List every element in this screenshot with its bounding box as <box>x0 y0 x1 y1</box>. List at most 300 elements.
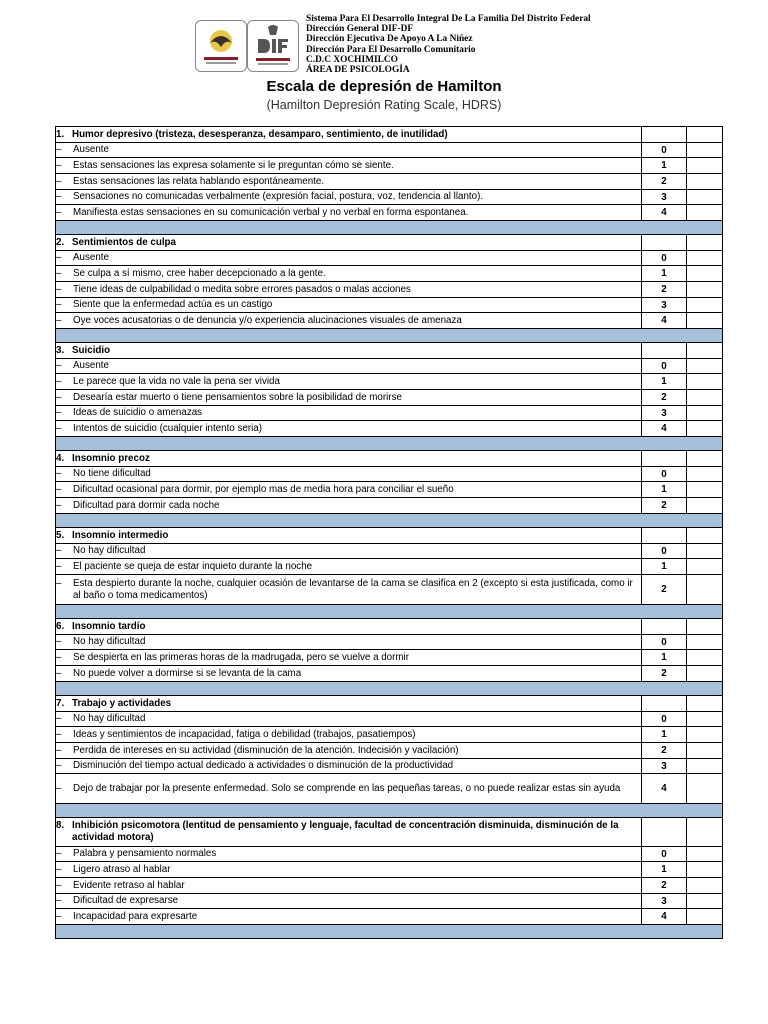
mark-cell[interactable] <box>687 743 723 759</box>
item-score: 2 <box>642 282 687 298</box>
item-line <box>56 268 641 280</box>
item-text-cell <box>56 878 642 894</box>
mark-cell[interactable] <box>687 894 723 909</box>
item-row <box>56 544 723 559</box>
separator-cell <box>56 514 723 528</box>
separator-row <box>56 605 723 619</box>
section-header-row <box>56 451 723 467</box>
item-score: 1 <box>642 650 687 666</box>
dash-bullet: – <box>56 560 62 572</box>
mark-cell[interactable] <box>687 158 723 174</box>
mark-cell[interactable] <box>687 359 723 374</box>
item-text-cell <box>56 575 642 605</box>
mark-cell[interactable] <box>687 251 723 266</box>
item-line <box>56 578 641 602</box>
dash-bullet: – <box>56 314 62 326</box>
item-row <box>56 743 723 759</box>
section-heading <box>56 237 641 249</box>
item-row <box>56 251 723 266</box>
item-score: 2 <box>642 743 687 759</box>
section-heading <box>56 698 641 710</box>
item-text-cell <box>56 174 642 190</box>
dash-bullet: – <box>56 728 62 740</box>
section-title: Trabajo y actividades <box>72 697 172 709</box>
mark-cell[interactable] <box>687 727 723 743</box>
separator-cell <box>56 329 723 343</box>
dash-bullet: – <box>56 499 62 511</box>
item-row <box>56 559 723 575</box>
item-text-cell <box>56 359 642 374</box>
mark-cell[interactable] <box>687 235 723 251</box>
item-score: 1 <box>642 158 687 174</box>
section-header-row <box>56 235 723 251</box>
item-text: Ausente <box>73 252 109 263</box>
dash-bullet: – <box>56 283 62 295</box>
section-number: 7. <box>56 697 65 709</box>
section-title: Insomnio intermedio <box>72 529 169 541</box>
separator-row <box>56 329 723 343</box>
item-line <box>56 760 641 772</box>
dash-bullet: – <box>56 206 62 218</box>
dash-bullet: – <box>56 895 62 906</box>
item-row <box>56 313 723 329</box>
section-header-row <box>56 696 723 712</box>
item-text: Ausente <box>73 144 109 155</box>
item-line <box>56 144 641 156</box>
mark-cell[interactable] <box>687 482 723 498</box>
mark-cell[interactable] <box>687 862 723 878</box>
mark-cell[interactable] <box>687 878 723 894</box>
item-row <box>56 759 723 774</box>
mark-cell[interactable] <box>687 498 723 514</box>
section-title: Suicidio <box>72 344 111 356</box>
item-score: 4 <box>642 421 687 437</box>
item-row <box>56 467 723 482</box>
item-line <box>56 392 641 404</box>
mark-cell[interactable] <box>687 205 723 221</box>
item-text: Se culpa a sí mismo, cree haber decepcionado a la gente. <box>73 267 326 279</box>
item-text-cell <box>56 298 642 313</box>
item-text-cell <box>56 894 642 909</box>
item-score: 0 <box>642 847 687 862</box>
item-text: Estas sensaciones las expresa solamente si le preguntan cómo se siente. <box>73 159 394 171</box>
item-text: Ideas de suicidio o amenazas <box>73 407 203 418</box>
item-text-cell <box>56 559 642 575</box>
item-text: No tiene dificultad <box>73 468 151 479</box>
document-subtitle: (Hamilton Depresión Rating Scale, HDRS) <box>266 98 502 112</box>
item-row <box>56 635 723 650</box>
mark-cell[interactable] <box>687 818 723 847</box>
item-score: 1 <box>642 862 687 878</box>
item-line <box>56 545 641 557</box>
mark-cell[interactable] <box>687 390 723 406</box>
dash-bullet: – <box>56 191 62 202</box>
mark-cell[interactable] <box>687 696 723 712</box>
item-text: Incapacidad para expresarte <box>73 910 198 922</box>
mark-cell[interactable] <box>687 127 723 143</box>
item-line <box>56 360 641 372</box>
item-text: Le parece que la vida no vale la pena ser vivida <box>73 375 280 387</box>
section-heading <box>56 345 641 357</box>
separator-cell <box>56 221 723 235</box>
section-heading <box>56 453 641 465</box>
dash-bullet: – <box>56 422 62 434</box>
item-row <box>56 666 723 682</box>
section-heading <box>56 621 641 633</box>
item-text: El paciente se queja de estar inquieto durante la noche <box>73 560 313 572</box>
item-text-cell <box>56 421 642 437</box>
mark-cell[interactable] <box>687 374 723 390</box>
dash-bullet: – <box>56 667 62 679</box>
section-title: Humor depresivo (tristeza, desesperanza, desamparo, sentimiento, de inutilidad) <box>72 128 448 140</box>
mark-cell[interactable] <box>687 712 723 727</box>
item-text-cell <box>56 666 642 682</box>
separator-row <box>56 514 723 528</box>
item-text: Perdida de intereses en su actividad (disminución de la atención. Indecisión y vacilación) <box>73 744 459 756</box>
item-text: Siente que la enfermedad actúa es un castigo <box>73 299 273 310</box>
item-text: No puede volver a dormirse si se levanta de la cama <box>73 667 302 679</box>
dash-bullet: – <box>56 144 62 155</box>
item-row <box>56 143 723 158</box>
hamilton-scale-table <box>55 126 723 939</box>
mark-cell[interactable] <box>687 666 723 682</box>
mark-cell[interactable] <box>687 266 723 282</box>
mark-cell[interactable] <box>687 451 723 467</box>
dash-bullet: – <box>56 636 62 647</box>
item-row <box>56 650 723 666</box>
org-line: Sistema Para El Desarrollo Integral De La Familia Del Distrito Federal <box>306 14 591 24</box>
item-row <box>56 774 723 804</box>
item-line <box>56 895 641 907</box>
separator-row <box>56 804 723 818</box>
org-line: C.D.C XOCHIMILCO <box>306 54 398 65</box>
section-number: 2. <box>56 236 65 248</box>
score-cell <box>642 235 687 251</box>
mark-cell[interactable] <box>687 313 723 329</box>
dash-bullet: – <box>56 651 62 663</box>
org-line: ÁREA DE PSICOLOGÍA <box>306 65 410 76</box>
item-text-cell <box>56 143 642 158</box>
mark-cell[interactable] <box>687 406 723 421</box>
item-text-cell <box>56 374 642 390</box>
item-line <box>56 561 641 573</box>
item-text-cell <box>56 743 642 759</box>
item-text-cell <box>56 712 642 727</box>
section-title-cell <box>56 818 642 847</box>
item-line <box>56 864 641 876</box>
section-number: 8. <box>56 820 65 831</box>
item-text-cell <box>56 251 642 266</box>
dash-bullet: – <box>56 910 62 922</box>
section-title-cell <box>56 127 642 143</box>
cdmx-logo <box>195 20 247 72</box>
dash-bullet: – <box>56 848 62 859</box>
mark-cell[interactable] <box>687 467 723 482</box>
item-line <box>56 745 641 757</box>
item-score: 1 <box>642 266 687 282</box>
item-score: 2 <box>642 575 687 605</box>
mark-cell[interactable] <box>687 774 723 804</box>
separator-cell <box>56 437 723 451</box>
org-line: Dirección Ejecutiva De Apoyo A La Niñez <box>306 34 473 45</box>
item-line <box>56 407 641 419</box>
item-text: Desearía estar muerto o tiene pensamientos sobre la posibilidad de morirse <box>73 391 402 403</box>
section-title: Sentimientos de culpa <box>72 236 176 248</box>
item-line <box>56 191 641 203</box>
item-score: 2 <box>642 390 687 406</box>
section-title-cell <box>56 619 642 635</box>
section-header-row <box>56 343 723 359</box>
mark-cell[interactable] <box>687 847 723 862</box>
item-row <box>56 498 723 514</box>
section-heading <box>56 129 641 141</box>
separator-cell <box>56 925 723 939</box>
item-score: 0 <box>642 359 687 374</box>
dash-bullet: – <box>56 468 62 479</box>
dash-bullet: – <box>56 299 62 310</box>
item-line <box>56 668 641 680</box>
organization-block <box>306 14 591 75</box>
item-line <box>56 468 641 480</box>
item-row <box>56 909 723 925</box>
item-text: Tiene ideas de culpabilidad o medita sobre errores pasados o malas acciones <box>73 283 411 295</box>
item-score: 2 <box>642 498 687 514</box>
mark-cell[interactable] <box>687 559 723 575</box>
item-text: Se despierta en las primeras horas de la madrugada, pero se vuelve a dormir <box>73 651 409 663</box>
item-text-cell <box>56 282 642 298</box>
item-score: 4 <box>642 909 687 925</box>
score-cell <box>642 343 687 359</box>
separator-cell <box>56 804 723 818</box>
item-text: No hay dificultad <box>73 545 146 556</box>
item-row <box>56 712 723 727</box>
score-cell <box>642 127 687 143</box>
item-text: Dificultad de expresarse <box>73 895 179 906</box>
item-score: 0 <box>642 544 687 559</box>
item-text: Ausente <box>73 360 109 371</box>
dif-logo <box>247 20 299 72</box>
section-title-cell <box>56 696 642 712</box>
mark-cell[interactable] <box>687 909 723 925</box>
item-text-cell <box>56 498 642 514</box>
item-text: Sensaciones no comunicadas verbalmente (expresión facial, postura, voz, tendencia al llanto). <box>73 191 484 202</box>
item-line <box>56 636 641 648</box>
mark-cell[interactable] <box>687 421 723 437</box>
section-heading <box>56 820 641 844</box>
item-row <box>56 575 723 605</box>
dash-bullet: – <box>56 252 62 263</box>
item-text: Ligero atraso al hablar <box>73 863 171 875</box>
item-row <box>56 727 723 743</box>
mark-cell[interactable] <box>687 343 723 359</box>
score-cell <box>642 528 687 544</box>
dash-bullet: – <box>56 159 62 171</box>
mark-cell[interactable] <box>687 575 723 605</box>
item-text-cell <box>56 406 642 421</box>
separator-row <box>56 221 723 235</box>
mark-cell[interactable] <box>687 174 723 190</box>
dash-bullet: – <box>56 863 62 875</box>
dash-bullet: – <box>56 545 62 556</box>
dash-bullet: – <box>56 782 62 794</box>
section-header-row <box>56 619 723 635</box>
item-line <box>56 176 641 188</box>
item-line <box>56 500 641 512</box>
scale-table-body <box>56 127 723 939</box>
section-header-row <box>56 528 723 544</box>
item-score: 4 <box>642 205 687 221</box>
dash-bullet: – <box>56 175 62 187</box>
section-title-cell <box>56 343 642 359</box>
item-score: 3 <box>642 894 687 909</box>
org-line: Dirección General DIF-DF <box>306 24 414 35</box>
section-number: 6. <box>56 620 65 632</box>
item-row <box>56 894 723 909</box>
item-line <box>56 284 641 296</box>
item-score: 3 <box>642 298 687 313</box>
item-text-cell <box>56 759 642 774</box>
section-title: Insomnio precoz <box>72 452 150 464</box>
section-title: Insomnio tardío <box>72 620 146 632</box>
dash-bullet: – <box>56 577 62 589</box>
section-header-row <box>56 818 723 847</box>
item-text: Dejo de trabajar por la presente enfermedad. Solo se comprende en las pequeñas tareas, o no puede realizar estas sin ayuda <box>73 782 621 794</box>
item-text-cell <box>56 390 642 406</box>
item-text-cell <box>56 158 642 174</box>
item-row <box>56 359 723 374</box>
mark-cell[interactable] <box>687 619 723 635</box>
item-row <box>56 266 723 282</box>
item-text: Dificultad para dormir cada noche <box>73 499 220 511</box>
dash-bullet: – <box>56 267 62 279</box>
item-line <box>56 160 641 172</box>
item-score: 0 <box>642 251 687 266</box>
item-score: 0 <box>642 467 687 482</box>
document-header <box>0 0 768 125</box>
mark-cell[interactable] <box>687 544 723 559</box>
item-text-cell <box>56 313 642 329</box>
dash-bullet: – <box>56 713 62 724</box>
item-score: 3 <box>642 190 687 205</box>
item-text: Manifiesta estas sensaciones en su comunicación verbal y no verbal en forma espontanea. <box>73 206 469 218</box>
item-line <box>56 299 641 311</box>
item-line <box>56 207 641 219</box>
item-row <box>56 174 723 190</box>
score-cell <box>642 696 687 712</box>
item-line <box>56 423 641 435</box>
item-score: 1 <box>642 559 687 575</box>
item-text: Ideas y sentimientos de incapacidad, fatiga o debilidad (trabajos, pasatiempos) <box>73 728 416 740</box>
mark-cell[interactable] <box>687 759 723 774</box>
item-score: 3 <box>642 406 687 421</box>
item-score: 2 <box>642 174 687 190</box>
item-score: 0 <box>642 635 687 650</box>
item-text-cell <box>56 544 642 559</box>
item-text-cell <box>56 774 642 804</box>
item-line <box>56 252 641 264</box>
item-score: 0 <box>642 143 687 158</box>
section-title-cell <box>56 451 642 467</box>
item-text-cell <box>56 266 642 282</box>
section-number: 1. <box>56 128 65 140</box>
item-text-cell <box>56 190 642 205</box>
item-line <box>56 848 641 860</box>
item-text: No hay dificultad <box>73 713 146 724</box>
separator-row <box>56 437 723 451</box>
item-row <box>56 406 723 421</box>
item-row <box>56 205 723 221</box>
separator-cell <box>56 682 723 696</box>
item-line <box>56 713 641 725</box>
item-row <box>56 282 723 298</box>
item-row <box>56 190 723 205</box>
item-row <box>56 158 723 174</box>
item-row <box>56 374 723 390</box>
item-row <box>56 390 723 406</box>
section-number: 3. <box>56 344 65 356</box>
item-row <box>56 862 723 878</box>
item-score: 3 <box>642 759 687 774</box>
item-text: Palabra y pensamiento normales <box>73 848 217 859</box>
mark-cell[interactable] <box>687 190 723 205</box>
item-line <box>56 376 641 388</box>
item-text-cell <box>56 205 642 221</box>
item-text: Oye voces acusatorias o de denuncia y/o experiencia alucinaciones visuales de amenaza <box>73 314 462 326</box>
score-cell <box>642 619 687 635</box>
item-text: Disminución del tiempo actual dedicado a actividades o disminución de la productividad <box>73 760 454 771</box>
item-text-cell <box>56 727 642 743</box>
mark-cell[interactable] <box>687 282 723 298</box>
item-text-cell <box>56 650 642 666</box>
item-score: 1 <box>642 482 687 498</box>
item-text: Esta despierto durante la noche, cualquier ocasión de levantarse de la cama se clasifica en 2 (excepto si esta justificada, como ir al baño o toma medicamentos) <box>73 577 633 601</box>
item-text-cell <box>56 482 642 498</box>
item-text: Intentos de suicidio (cualquier intento seria) <box>73 422 262 434</box>
dash-bullet: – <box>56 760 62 771</box>
dash-bullet: – <box>56 483 62 495</box>
item-text-cell <box>56 862 642 878</box>
dash-bullet: – <box>56 744 62 756</box>
item-text: Dificultad ocasional para dormir, por ejemplo mas de media hora para conciliar el sueño <box>73 483 454 495</box>
item-text: Evidente retraso al hablar <box>73 879 185 891</box>
section-title: Inhibición psicomotora (lentitud de pensamiento y lenguaje, facultad de concentración disminuida, disminución de la actividad motora) <box>72 820 619 843</box>
item-text-cell <box>56 909 642 925</box>
mark-cell[interactable] <box>687 528 723 544</box>
item-score: 1 <box>642 374 687 390</box>
dash-bullet: – <box>56 407 62 418</box>
item-line <box>56 911 641 923</box>
item-score: 2 <box>642 666 687 682</box>
separator-cell <box>56 605 723 619</box>
score-cell <box>642 818 687 847</box>
mark-cell[interactable] <box>687 298 723 313</box>
mark-cell[interactable] <box>687 650 723 666</box>
item-row <box>56 482 723 498</box>
dash-bullet: – <box>56 360 62 371</box>
section-number: 4. <box>56 452 65 464</box>
document-title: Escala de depresión de Hamilton <box>266 78 502 95</box>
item-row <box>56 847 723 862</box>
item-row <box>56 421 723 437</box>
item-row <box>56 878 723 894</box>
mark-cell[interactable] <box>687 143 723 158</box>
item-text-cell <box>56 635 642 650</box>
dash-bullet: – <box>56 879 62 891</box>
item-text-cell <box>56 467 642 482</box>
dash-bullet: – <box>56 375 62 387</box>
mark-cell[interactable] <box>687 635 723 650</box>
item-row <box>56 298 723 313</box>
